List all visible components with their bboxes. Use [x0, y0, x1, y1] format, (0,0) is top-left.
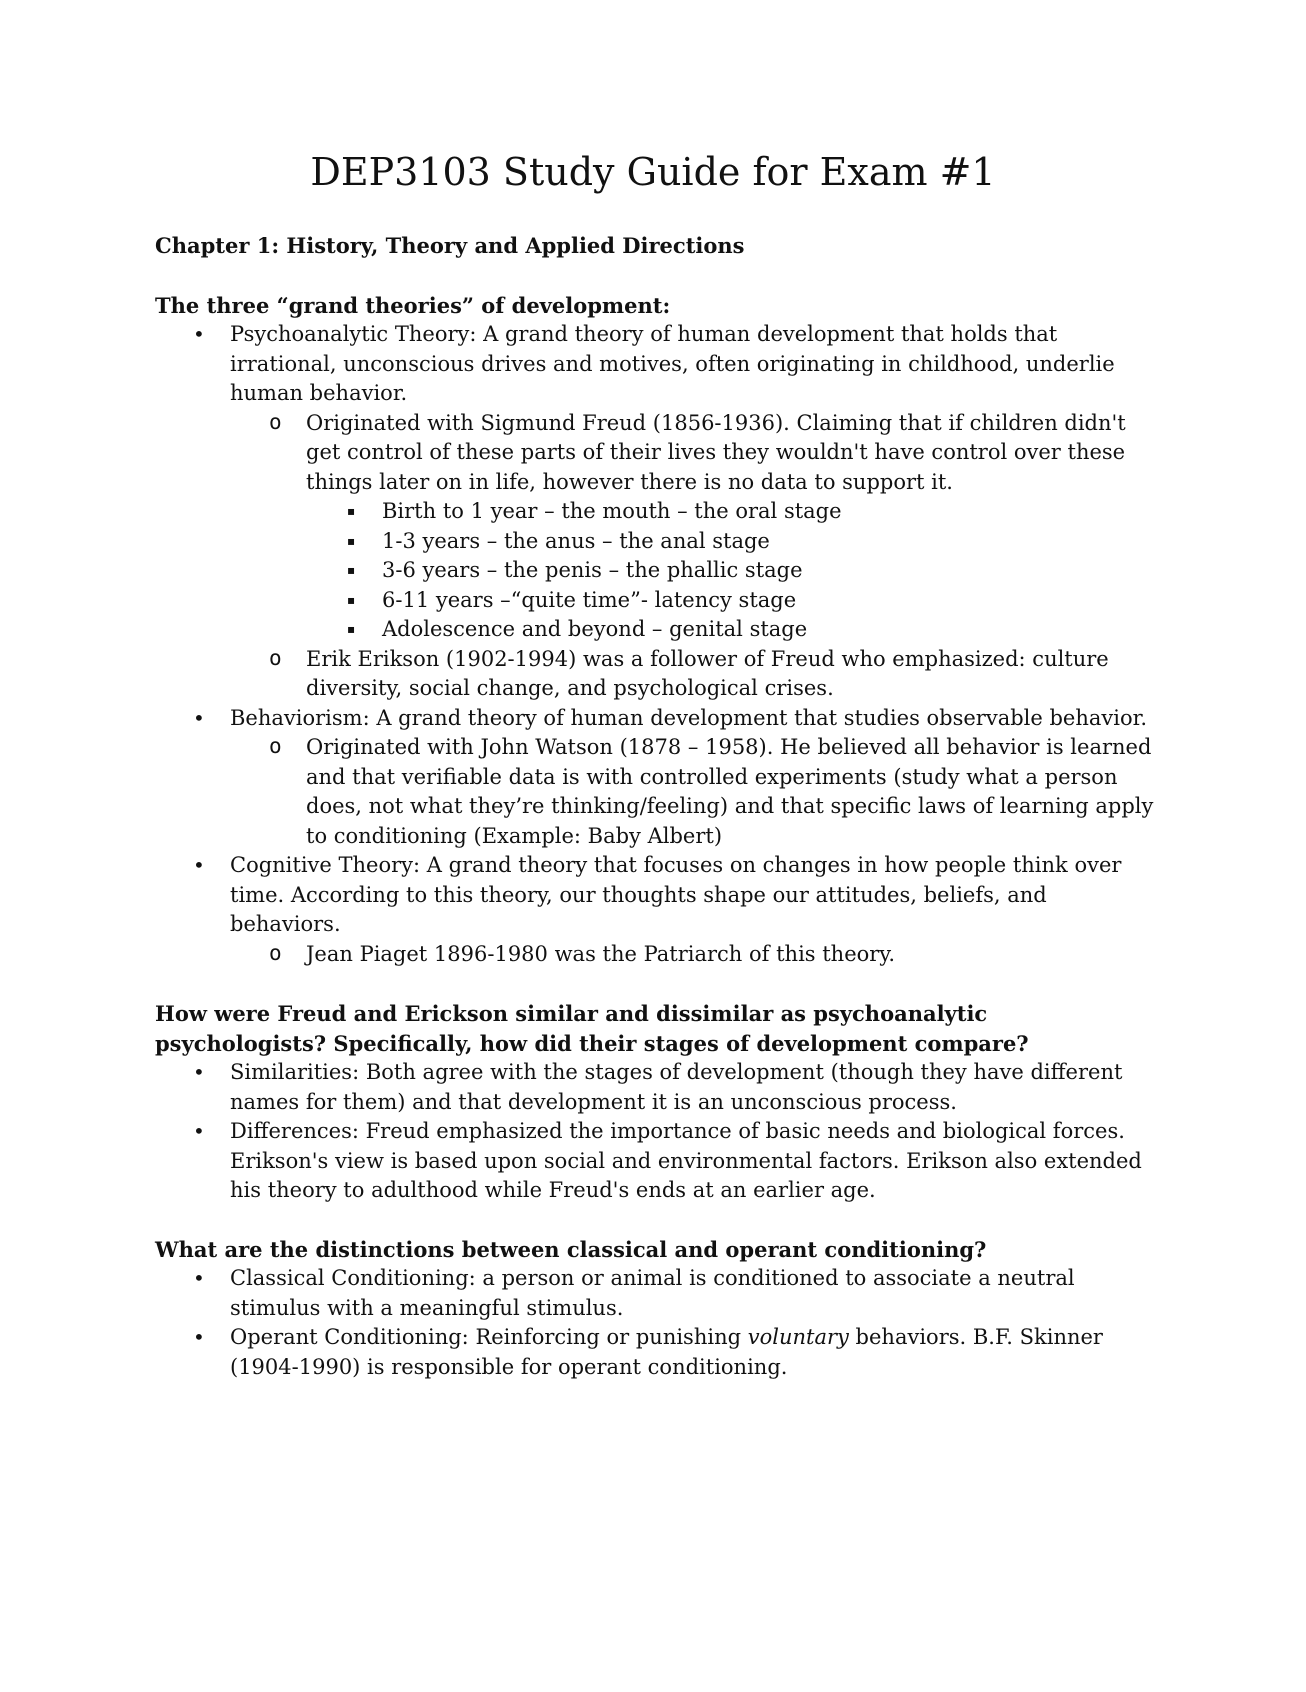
document-body — [155, 231, 1155, 1382]
square-bullet-icon: ▪ — [347, 592, 356, 607]
circle-bullet-icon: o — [269, 734, 282, 758]
section-heading-freud-erikson: How were Freud and Erickson similar and dissimilar as psychoanalytic psychologists? Specifically, how did their stages of development compare? — [155, 1001, 1029, 1056]
bullet-icon: • — [193, 1266, 205, 1290]
freud-erikson-list — [155, 1058, 1155, 1206]
list-item-stage: ▪ 1-3 years – the anus – the anal stage — [155, 527, 1155, 557]
conditioning-list — [155, 1264, 1155, 1382]
circle-bullet-icon: o — [269, 940, 282, 965]
freud-stages-list — [155, 497, 1155, 645]
emphasis-voluntary: voluntary — [747, 1325, 849, 1349]
circle-bullet-icon: o — [269, 645, 282, 670]
page-title: DEP3103 Study Guide for Exam #1 — [310, 150, 996, 194]
section-heading-conditioning: What are the distinctions between classical and operant conditioning? — [155, 1236, 987, 1262]
list-item-stage: ▪ 6-11 years –“quite time”- latency stage — [155, 586, 1155, 616]
chapter-heading: Chapter 1: History, Theory and Applied Directions — [155, 233, 745, 258]
bullet-icon: • — [193, 322, 205, 346]
list-item-operant: • Operant Conditioning: Reinforcing or punishing voluntary behaviors. B.F. Skinner (1904-1990) is responsible for operant conditioning. — [193, 1325, 1103, 1379]
list-item-psychoanalytic: • Psychoanalytic Theory: A grand theory of human development that holds that irrational, unconscious drives and motives, often originating in childhood, underlie human behavior. o Originated with Sigmund Freud (1856-1936). Claiming that if children didn't get control of these parts of their lives they wouldn't have control over these things later on in life, however there is no data to support it. ▪ Birth to 1 year – the mouth – the oral stage ▪ 1-3 years – the anus – the anal stage ▪ 3-6 years – the penis – the phallic stage ▪ 6-11 years –“quite time”- latency stage ▪ Adolescence and beyond – genital stage o Erik Erikson (1902-1994) was a follower of Freud who emphasized: culture diversity, social change, and psychological crises. — [155, 320, 1155, 704]
grand-theories-list — [155, 320, 1155, 969]
bullet-icon: • — [193, 705, 205, 730]
list-item-erikson: o Erik Erikson (1902-1994) was a follower of Freud who emphasized: culture diversity, social change, and psychological crises. — [269, 645, 1109, 700]
list-item-stage: ▪ Adolescence and beyond – genital stage — [155, 615, 1155, 645]
list-item-behaviorism: • Behaviorism: A grand theory of human development that studies observable behavior. o Originated with John Watson (1878 – 1958). He believed all behavior is learned and that verifiable data is with controlled experiments (study what a person does, not what they’re thinking/feeling) and that specific laws of learning apply to conditioning (Example: Baby Albert) — [155, 704, 1155, 852]
list-item-stage: ▪ Birth to 1 year – the mouth – the oral stage — [155, 497, 1155, 527]
bullet-icon: • — [193, 1119, 205, 1143]
bullet-icon: • — [193, 853, 205, 877]
list-item-freud: o Originated with Sigmund Freud (1856-1936). Claiming that if children didn't get control of these parts of their lives they wouldn't have control over these things later on in life, however there is no data to support it. ▪ Birth to 1 year – the mouth – the oral stage ▪ 1-3 years – the anus – the anal stage ▪ 3-6 years – the penis – the phallic stage ▪ 6-11 years –“quite time”- latency stage ▪ Adolescence and beyond – genital stage — [155, 409, 1155, 645]
list-item-differences: • Differences: Freud emphasized the importance of basic needs and biological forces. Erikson's view is based upon social and environmental factors. Erikson also extended his theory to adulthood while Freud's ends at an earlier age. — [193, 1119, 1142, 1202]
bullet-icon: • — [193, 1325, 205, 1349]
list-item-classical: • Classical Conditioning: a person or animal is conditioned to associate a neutral stimulus with a meaningful stimulus. — [193, 1266, 1075, 1320]
square-bullet-icon: ▪ — [347, 504, 356, 518]
square-bullet-icon: ▪ — [347, 622, 356, 636]
circle-bullet-icon: o — [269, 409, 282, 434]
list-item-cognitive: • Cognitive Theory: A grand theory that focuses on changes in how people think over time. According to this theory, our thoughts shape our attitudes, beliefs, and behaviors. o Jean Piaget 1896-1980 was the Patriarch of this theory. — [155, 851, 1155, 969]
list-item-similarities: • Similarities: Both agree with the stages of development (though they have different names for them) and that development it is an unconscious process. — [193, 1060, 1123, 1114]
square-bullet-icon: ▪ — [347, 533, 356, 548]
section-heading-grand-theories: The three “grand theories” of development: — [155, 292, 671, 318]
bullet-icon: • — [193, 1060, 205, 1084]
list-item-watson: o Originated with John Watson (1878 – 1958). He believed all behavior is learned and that verifiable data is with controlled experiments (study what a person does, not what they’re thinking/feeling) and that specific laws of learning apply to conditioning (Example: Baby Albert) — [269, 734, 1154, 848]
list-item-stage: ▪ 3-6 years – the penis – the phallic stage — [155, 556, 1155, 586]
list-item-piaget: o Jean Piaget 1896-1980 was the Patriarch of this theory. — [155, 940, 1155, 970]
square-bullet-icon: ▪ — [347, 563, 356, 577]
